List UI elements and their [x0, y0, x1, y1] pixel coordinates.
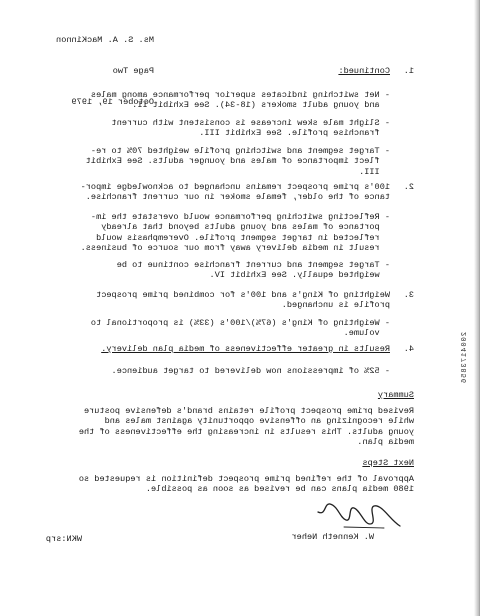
section-1-number: 1. — [403, 66, 414, 76]
recipient-line: Ms. S. A. MacKinnon — [56, 34, 154, 45]
section-1-bullet-1: - Net switching indicates superior performance among males and young adult smokers (18-34). See Exhibit II. — [90, 90, 390, 111]
handwritten-signature — [314, 498, 404, 532]
summary-heading: Summary — [377, 390, 414, 400]
typist-initials: WKN:srp — [45, 534, 82, 544]
section-3-title: Weighting of King's and 100's for combined prime prospect profile is unchanged. — [96, 290, 390, 311]
next-steps-text: Approval of the refined prime prospect definition is requested so 1980 media plans can be revised as soon as possible. — [78, 474, 414, 495]
letter-header — [56, 14, 154, 128]
section-1-bullet-2: - Slight male skew increase is consistent with current franchise profile. See Exhibit III. — [111, 118, 390, 139]
section-1-bullet-3: - Target segment and switching profile weighted 70% to re- flect importance of males and younger adults. See Exhibit III. — [85, 146, 390, 177]
bates-number: 2004173856 — [461, 332, 469, 385]
section-2-number: 2. — [403, 182, 414, 192]
section-2-bullet-2: - Target segment and current franchise continue to be weighted equally. See Exhibit IV. — [116, 260, 390, 281]
section-2-title: 100's prime prospect remains unchanged to acknowledge impor- tance of the older, female smoker in our current franchise. — [80, 182, 390, 203]
page-number-line: Page Two — [112, 66, 154, 77]
section-4-bullet-1: - 52% of impressions now delivered to target audience. — [111, 366, 390, 376]
signatory-name: W. Kenneth Neher — [291, 532, 374, 542]
section-4-title: Results in greater effectiveness of media plan delivery. — [101, 344, 390, 354]
section-2-bullet-1: - Reflecting switching performance would overstate the im- portance of males and young adults beyond that already reflected in target segment profile. Overemphasis would result in media delivery away from our source of business. — [80, 212, 390, 254]
section-3-bullet-1: - Weighting of King's (67%)/100's (33%) is proportional to volume. — [90, 318, 390, 339]
summary-text: Revised prime prospect profile retains brand's defensive posture while recognizing an offensive opportunity against males and young adults. This results in increasing the effectiveness of the media plan. — [78, 406, 414, 448]
next-steps-heading: Next Steps — [362, 458, 414, 468]
section-1-title: Continued: — [338, 66, 390, 76]
section-3-number: 3. — [403, 290, 414, 300]
page-edge-shadow — [474, 0, 480, 616]
date-line: October 19, 1979 — [71, 97, 154, 108]
section-4-number: 4. — [403, 344, 414, 354]
